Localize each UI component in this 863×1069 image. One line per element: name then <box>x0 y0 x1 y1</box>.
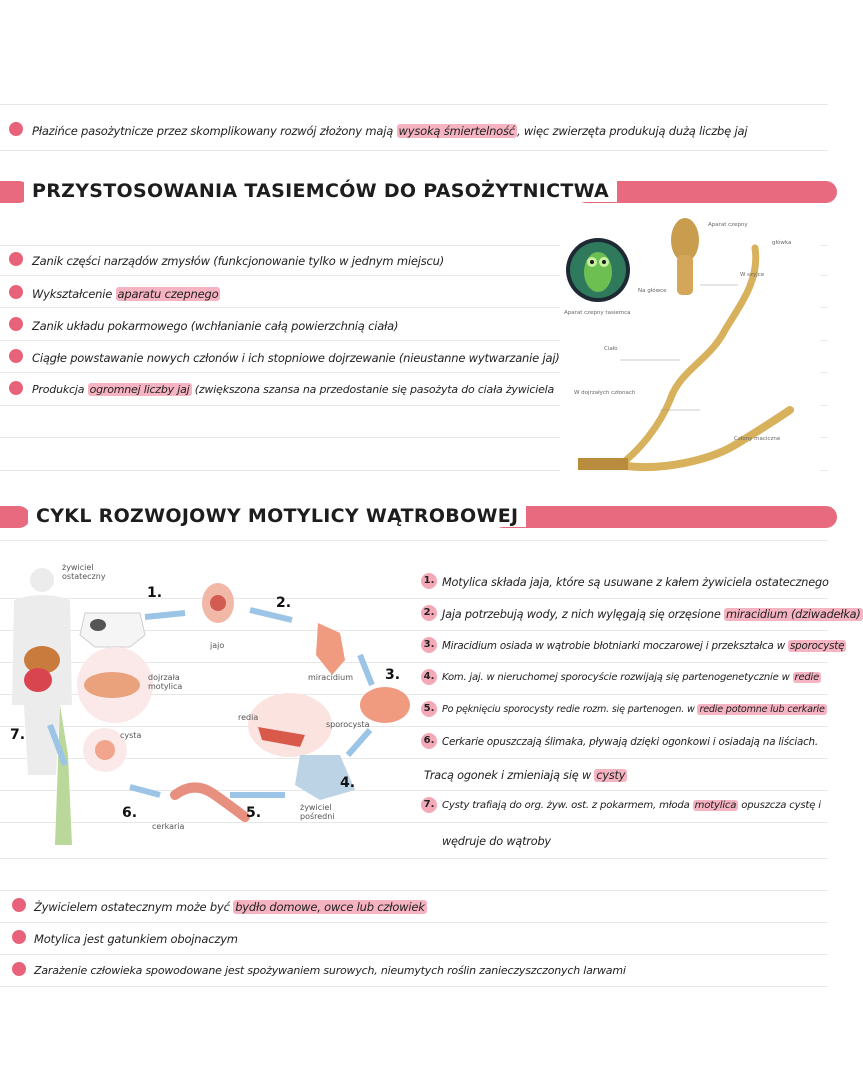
bullet-highlight: aparatu czepnego <box>117 287 219 301</box>
bullet-dot <box>12 930 26 944</box>
diagram-number: 5. <box>246 805 262 821</box>
label-mature: W dojrzałych członach <box>574 390 636 396</box>
label-body: Ciało <box>604 346 618 352</box>
section1-title: PRZYSTOSOWANIA TASIEMCÓW DO PASOŻYTNICTWA <box>24 180 617 202</box>
section1-bullet <box>32 351 560 365</box>
step-text <box>442 736 818 748</box>
diagram-number: 7. <box>10 727 26 743</box>
bullet-dot <box>9 381 23 395</box>
step-text <box>442 800 821 811</box>
bullet-text-after: (zwiększona szansa na przedostanie się pasożyta do ciała żywiciela <box>191 383 555 396</box>
bullet-dot <box>9 285 23 299</box>
section2-header-bar-left <box>0 506 30 528</box>
bullet-text: Wykształcenie <box>32 287 116 301</box>
label-glowka: główka <box>772 240 792 246</box>
label-egg: jajo <box>210 641 225 650</box>
bullet-dot <box>12 898 26 912</box>
bullet-text: Motylica jest gatunkiem obojnaczym <box>34 932 238 946</box>
diagram-number: 2. <box>276 595 292 611</box>
bullet-text: Zanik układu pokarmowego (wchłanianie całą powierzchnią ciała) <box>32 319 399 333</box>
step-highlight: sporocystę <box>790 640 845 652</box>
bullet-highlight: ogromnej liczby jaj <box>89 383 190 396</box>
step-highlight: motylica <box>694 800 737 811</box>
section1-bullet <box>32 254 444 268</box>
step-number: 6. <box>421 733 437 749</box>
diagram-number: 3. <box>385 667 401 683</box>
section2-title: CYKL ROZWOJOWY MOTYLICY WĄTROBOWEJ <box>28 505 526 527</box>
bullet-text: Produkcja <box>32 383 88 396</box>
section2-header-bar-right <box>492 506 837 528</box>
step-text <box>442 640 846 652</box>
label-host-final: żywiciel ostateczny <box>62 563 106 581</box>
bullet-text: Ciągłe powstawanie nowych członów i ich stopniowe dojrzewanie (nieustanne wytwarzanie jaj) <box>32 351 560 365</box>
lifecycle-illustration <box>0 555 410 845</box>
step-text <box>442 835 551 848</box>
step-text-main: Tracą ogonek i zmieniają się w <box>424 769 595 782</box>
step-text <box>442 576 829 589</box>
step-number: 5. <box>421 701 437 717</box>
diagram-number: 4. <box>340 775 356 791</box>
step-text <box>442 672 821 683</box>
bullet-dot <box>9 349 23 363</box>
step-text-main: wędruje do wątroby <box>442 835 551 848</box>
step-text-main: Miracidium osiada w wątrobie błotniarki moczarowej i przekształca w <box>442 640 788 652</box>
label-redia: redia <box>238 713 259 722</box>
bullet-dot <box>12 962 26 976</box>
footer-bullet <box>34 900 427 914</box>
step-text-main: Cerkarie opuszczają ślimaka, pływają dzięki ogonkowi i osiadają na liściach. <box>442 736 818 748</box>
label-gravid: Człony maciczne <box>734 436 781 442</box>
section1-bullet <box>32 287 220 301</box>
bullet-text: Zanik części narządów zmysłów (funkcjonowanie tylko w jednym miejscu) <box>32 254 445 268</box>
step-text <box>424 769 627 782</box>
intro-highlight: wysoką śmiertelność <box>398 124 515 138</box>
label-head: Na główce <box>638 288 667 294</box>
step-number: 7. <box>421 797 437 813</box>
label-aparat: Aparat czepny tasiemca <box>564 310 631 316</box>
footer-bullet <box>34 964 626 977</box>
step-text-main: Motylica składa jaja, które są usuwane z kałem żywiciela ostatecznego <box>442 576 829 589</box>
step-text-after: opuszcza cystę i <box>738 800 821 811</box>
lifecycle-diagram <box>0 555 410 845</box>
label-miracidium: miracidium <box>308 673 353 682</box>
step-number: 1. <box>421 573 437 589</box>
step-text-main: Kom. jaj. w nieruchomej sporocyście rozwijają się partenogenetycznie w <box>442 672 793 683</box>
step-number: 3. <box>421 637 437 653</box>
step-number: 4. <box>421 669 437 685</box>
section1-bullet <box>32 383 554 396</box>
intro-text <box>32 124 747 138</box>
footer-bullet <box>34 932 238 946</box>
diagram-number: 1. <box>147 585 163 601</box>
step-highlight: redie potomne lub cerkarie <box>699 704 825 715</box>
bullet-text: Żywicielem ostatecznym może być <box>34 900 234 914</box>
step-text-main: Jaja potrzebują wody, z nich wylęgają się orzęsione <box>442 608 725 621</box>
tapeworm-figure <box>560 210 820 480</box>
bullet-text: Zarażenie człowieka spowodowane jest spożywaniem surowych, nieumytych roślin zanieczyszczonych larwami <box>34 964 626 977</box>
label-aparat-top: Aparat czepny <box>708 222 748 228</box>
step-text-main: Cysty trafiają do org. żyw. ost. z pokarmem, młoda <box>442 800 693 811</box>
bullet-dot <box>9 317 23 331</box>
section1-bullet <box>32 319 398 333</box>
diagram-number: 6. <box>122 805 138 821</box>
label-intermediate: żywiciel pośredni <box>300 803 335 821</box>
step-number: 2. <box>421 605 437 621</box>
label-cercaria: cerkaria <box>152 822 185 831</box>
label-adult: dojrzała motylica <box>148 673 183 691</box>
step-highlight: miracidium (dziwadełka) <box>726 608 861 621</box>
step-highlight: redie <box>794 672 820 683</box>
intro-after: , więc zwierzęta produkują dużą liczbę jaj <box>516 124 748 138</box>
bullet-dot <box>9 122 23 136</box>
label-sporocyst: sporocysta <box>326 720 370 729</box>
intro-before: Płazińce pasożytnicze przez skomplikowany rozwój złożony mają <box>32 124 397 138</box>
step-text <box>442 704 827 715</box>
label-cyst: cysta <box>120 731 142 740</box>
bullet-highlight: bydło domowe, owce lub człowiek <box>235 900 425 914</box>
bullet-dot <box>9 252 23 266</box>
label-neck: W szyjce <box>740 272 765 278</box>
step-text-main: Po pęknięciu sporocysty redie rozm. się partenogen. w <box>442 704 698 715</box>
step-highlight: cysty <box>596 769 626 782</box>
step-text <box>442 608 863 621</box>
